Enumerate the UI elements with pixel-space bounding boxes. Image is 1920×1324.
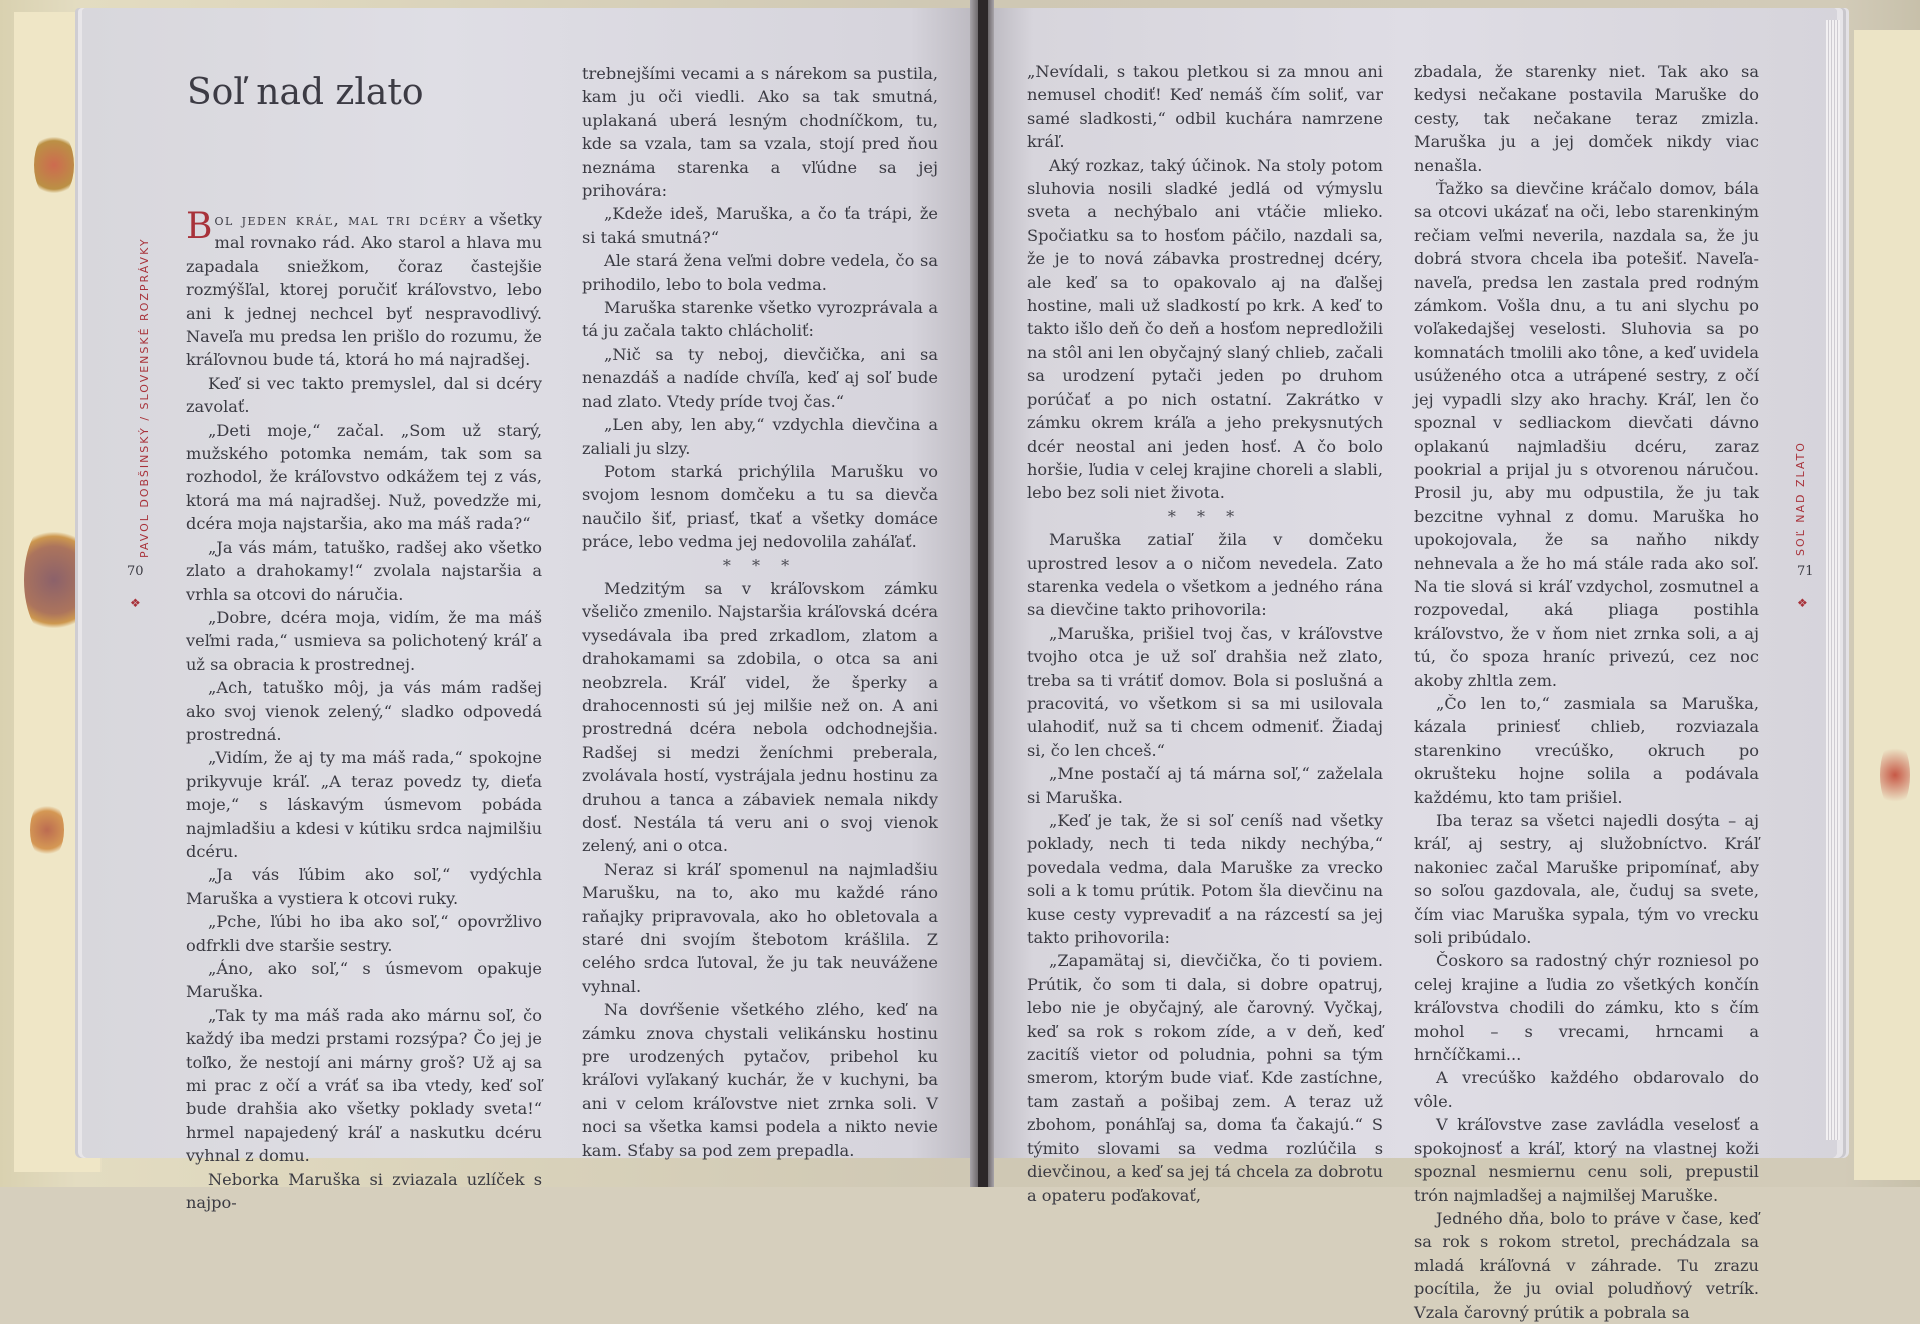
page-stack-edge	[1826, 20, 1840, 1140]
cover-illustration-flower	[24, 520, 84, 640]
paragraph: „Dobre, dcéra moja, vidím, že ma máš veľmi rada,“ usmieva sa polichotený kráľ a už sa obracia k prostrednej.	[186, 607, 542, 674]
book-cover-right-edge	[1854, 30, 1920, 1180]
section-separator: * * *	[722, 555, 798, 575]
paragraph: „Čo len to,“ zasmiala sa Maruška, kázala priniesť chlieb, rozviazala starenkino vrecúško, okruch po okrušteku hojne solila a podávala každému, kto tam prišiel.	[1414, 693, 1759, 807]
running-head-left: PAVOL DOBŠINSKÝ / SLOVENSKÉ ROZPRÁVKY	[138, 237, 151, 558]
paragraph: „Kdeže ideš, Maruška, a čo ťa trápi, že si taká smutná?“	[582, 204, 938, 247]
paragraph: A vrecúško každého obdarovalo do vôle.	[1414, 1068, 1759, 1111]
opening-paragraph	[186, 208, 542, 372]
paragraph: „Vidím, že aj ty ma máš rada,“ spokojne prikyvuje kráľ. „A teraz povedz ty, dieťa moje,“ s láskavým úsmevom pobáda najmladšiu a kdesi v kútiku srdca najmilšiu dcéru.	[186, 748, 542, 861]
paragraph: Keď si vec takto premyslel, dal si dcéry zavolať.	[186, 373, 542, 417]
text-column-2	[582, 62, 938, 1162]
paragraph: Maruška starenke všetko vyrozprávala a tá ju začala takto chlácholiť:	[582, 298, 938, 341]
paragraph: „Zapamätaj si, dievčička, čo ti poviem. Prútik, čo som ti dala, si dobre opatruj, lebo nie je obyčajný, ale čarovný. Vyčkaj, keď sa rok s rokom zíde, a v deň, keď zacitíš vietor od poludnia, pohni sa tým smerom, ktorým bude viať. Kde zastíchne, tam zastaň a pošibaj zem. A teraz už zbohom, ponáhľaj sa, doma ťa čakajú.“ S týmito slovami sa vedma rozlúčila s dievčinou, a keď sa jej tá chcela za dobrotu a opateru poďakovať,	[1027, 951, 1383, 1205]
text-column-1	[186, 208, 542, 1214]
paragraph: Medzitým sa v kráľovskom zámku všeličo zmenilo. Najstaršia kráľovská dcéra vysedávala iba pred zrkadlom, zlatom a drahokamami sa zdobila, o otca sa ani neobzrela. Kráľ videl, že šperky a drahocennosti sú jej milšie než on. A ani prostredná dcéra nebola odchodnejšia. Radšej si medzi ženíchmi preberala, zvolávala hostí, vystrájala jednu hostinu za druhou a tanca a zábaviek nemala nikdy dosť. Nestála tá veru ani o svoj vienok zelený, ani o otca.	[582, 578, 938, 856]
cover-illustration-leaf	[34, 130, 74, 200]
paragraph: Potom starká prichýlila Marušku vo svojom lesnom domčeku a tu sa dievča naučilo šiť, priasť, tkať a všetky domáce práce, lebo vedma jej nedovolila zaháľať.	[582, 461, 938, 552]
paragraph: Aký rozkaz, taký účinok. Na stoly potom sluhovia nosili sladké jedlá od výmyslu sveta a nechýbalo ani vtáčie mlieko. Spočiatku sa to hosťom páčilo, nazdali sa, že je to nová zábavka prostrednej dcéry, ale keď sa to opakovalo aj na ďalšej hostine, mali už sladkostí po krk. A keď to takto išlo deň čo deň a hosťom nepredložili na stôl ani len obyčajný slaný chlieb, začali sa urodzení pytači jeden po druhom porúčať a po nich ostatní. Zakrátko v zámku okrem kráľa a jeho prekysnutých dcér neostal ani jeden hosť. A čo bolo horšie, ľudia v celej krajine choreli a slabli, lebo bez soli niet života.	[1027, 155, 1383, 503]
paragraph: „Pche, ľúbi ho iba ako soľ,“ opovržlivo odfrkli dve staršie sestry.	[186, 912, 542, 955]
chapter-title: Soľ nad zlato	[187, 72, 424, 113]
text-column-3	[1027, 60, 1383, 1207]
paragraph: „Nevídali, s takou pletkou si za mnou ani nemusel chodiť! Keď nemáš čím soliť, var samé sladkosti,“ odbil kuchára namrzene kráľ.	[1027, 62, 1383, 152]
paragraph: „Keď je tak, že si soľ ceníš nad všetky poklady, nech ti teda nikdy nechýba,“ povedala vedma, dala Maruške za vrecko soli a k tomu prútik. Potom šla dievčinu na kuse cesty vyprevadiť a na rázcestí sa jej takto prihovorila:	[1027, 811, 1383, 948]
running-head-right: SOĽ NAD ZLATO	[1794, 441, 1807, 556]
paragraph: „Áno, ako soľ,“ s úsmevom opakuje Maruška.	[186, 959, 542, 1002]
bookmark-ribbon	[978, 0, 988, 1187]
paragraph: Ťažko sa dievčine kráčalo domov, bála sa otcovi ukázať na oči, lebo starenkiným rečiam veľmi neverila, nazdala sa, že ju dobrá stvora chcela iba potešiť. Naveľa-naveľa, predsa len zastala pred rodným zámkom. Vošla dnu, a tu ani slychu po voľakedajšej veselosti. Sluhovia sa po komnatách tmolili ako tône, a keď uvidela usúženého otca a utrápené sestry, z očí jej vypadli slzy ako hrachy. Kráľ, len čo spoznal v sedliackom dievčati dávno oplakanú najmladšiu dcéru, zaraz pookrial a prijal ju s otvorenou náručou. Prosil ju, aby mu odpustila, že ju tak bezcitne vyhnal z domu. Maruška ho upokojovala, že sa naňho nikdy nehnevala a že ho má stále rada ako soľ. Na tie slová si kráľ vzdychol, zosmutnel a rozpovedal, aká pliaga postihla kráľovstvo, že v ňom niet zrnka soli, a aj tú, čo spoza hraníc privezú, cez noc akoby zhltla zem.	[1414, 179, 1759, 690]
paragraph: „Deti moje,“ začal. „Som už starý, mužského potomka nemám, tak som sa rozhodol, že kráľovstvo odkážem tej z vás, ktorá ma má najradšej. Nuž, povedzže mi, dcéra moja najstaršia, ako ma máš rada?“	[186, 420, 542, 534]
paragraph: Neraz si kráľ spomenul na najmladšiu Marušku, na to, ako mu každé ráno raňajky pripravovala, ako ho obletovala a staré dni svojím štebotom krášlila. Z celého srdca ľutoval, že ju tak neuvážene vyhnal.	[582, 859, 938, 996]
paragraph: „Mne postačí aj tá márna soľ,“ zaželala si Maruška.	[1027, 764, 1383, 807]
paragraph: „Ja vás mám, tatuško, radšej ako všetko zlato a drahokamy!“ zvolala najstaršia a vrhla sa otcovi do náručia.	[186, 537, 542, 604]
paragraph: V kráľovstve zase zavládla veselosť a spokojnosť a kráľ, ktorý na vlastnej koži spoznal nesmiernu cenu soli, prepustil trón najmladšej a najmilšej Maruške.	[1414, 1115, 1759, 1205]
paragraph: „Ach, tatuško môj, ja vás mám radšej ako svoj vienok zelený,“ sladko odpovedá prostredná.	[186, 678, 542, 744]
paragraph: a všetky mal rovnako rád. Ako starol a hlava mu zapadala sniežkom, čoraz častejšie rozmýšľal, ktorej poručiť kráľovstvo, lebo ani k jednej nechcel byť nespravodlivý. Naveľa mu predsa len prišlo do rozumu, že kráľovnou bude tá, ktorá ho má najradšej.	[186, 210, 542, 370]
paragraph: Iba teraz sa všetci najedli dosýta – aj kráľ, aj sestry, aj služobníctvo. Kráľ nakoniec začal Maruške pripomínať, aby so soľou gazdovala, ale, čuduj sa svete, čím viac Maruška sypala, tým vo vrecku soli pribúdalo.	[1414, 811, 1759, 948]
paragraph: Na dovŕšenie všetkého zlého, keď na zámku znova chystali velikánsku hostinu pre urodzených pytačov, pribehol ku kráľovi vyľakaný kuchár, že v kuchyni, ba ani v celom kráľovstve niet zrnka soli. V noci sa všetka kamsi podela a nikto nevie kam. Sťaby sa pod zem prepadla.	[582, 1000, 938, 1160]
drop-cap: B	[186, 206, 213, 247]
paragraph: Jedného dňa, bolo to práve v čase, keď sa rok s rokom stretol, prechádzala sa mladá kráľovná v záhrade. Tu zrazu pocítila, že ju ovial poludňový vetrík. Vzala čarovný prútik a pobrala sa	[1414, 1208, 1759, 1322]
left-page	[82, 8, 982, 1213]
paragraph: zbadala, že starenky niet. Tak ako sa kedysi nečakane postavila Maruške do cesty, tak nečakane teraz zmizla. Maruška ju a jej domček nikdy viac nenašla.	[1414, 62, 1759, 175]
page-number-right: 71	[1797, 564, 1814, 579]
paragraph: Neborka Maruška si zviazala uzlíček s najpo-	[186, 1169, 542, 1213]
paragraph: trebnejšími vecami a s nárekom sa pustila, kam ju oči viedli. Ako sa tak smutná, uplakaná uberá lesným chodníčkom, tu, kde sa vzala, tam sa vzala, stojí pred ňou neznáma starenka a vľúdne sa jej prihovára:	[582, 64, 938, 201]
paragraph: „Tak ty ma máš rada ako márnu soľ, čo každý iba medzi prstami rozsýpa? Čo jej je toľko, že nestojí ani márny groš? Už aj sa mi prac z očí a vráť sa iba vtedy, keď soľ bude drahšia ako všetky poklady sveta!“ hrmel napajedený kráľ a naskutku dcéru vyhnal z domu.	[186, 1005, 542, 1166]
paragraph: Čoskoro sa radostný chýr rozniesol po celej krajine a ľudia zo všetkých končín kráľovstva chodili do zámku, kto s čím mohol – s vrecami, hrncami a hrnčíčkami...	[1414, 951, 1759, 1065]
cover-illustration-right-mark	[1880, 740, 1910, 810]
page-number-left: 70	[127, 564, 144, 579]
section-separator: * * *	[1167, 506, 1243, 526]
ornament-diamond-left: ❖	[130, 596, 141, 610]
paragraph: Ale stará žena veľmi dobre vedela, čo sa prihodilo, lebo to bola vedma.	[582, 251, 938, 294]
text-column-4	[1414, 60, 1759, 1324]
paragraph: „Len aby, len aby,“ vzdychla dievčina a zaliali ju slzy.	[582, 415, 938, 458]
right-page	[982, 8, 1837, 1322]
ornament-diamond-right: ❖	[1797, 596, 1808, 610]
paragraph: Maruška zatiaľ žila v domčeku uprostred lesov a o ničom nevedela. Zato starenka vedela o všetkom a jedného rána sa dievčine takto prihovorila:	[1027, 530, 1383, 620]
cover-illustration-sprig	[30, 800, 64, 860]
paragraph: „Maruška, prišiel tvoj čas, v kráľovstve tvojho otca je už soľ drahšia než zlato, treba sa ti vrátiť domov. Bola si poslušná a pracovitá, vo všetkom si sa mi usilovala ulahodiť, nuž sa ti chcem odmeniť. Žiadaj si, čo len chceš.“	[1027, 623, 1383, 760]
paragraph: „Nič sa ty neboj, dievčička, ani sa nenazdáš a nadíde chvíľa, keď aj soľ bude nad zlato. Vtedy príde tvoj čas.“	[582, 344, 938, 411]
paragraph: „Ja vás ľúbim ako soľ,“ vydýchla Maruška a vystiera k otcovi ruky.	[186, 865, 542, 908]
opening-smallcaps: ol jeden kráľ, mal tri dcéry	[214, 210, 468, 229]
